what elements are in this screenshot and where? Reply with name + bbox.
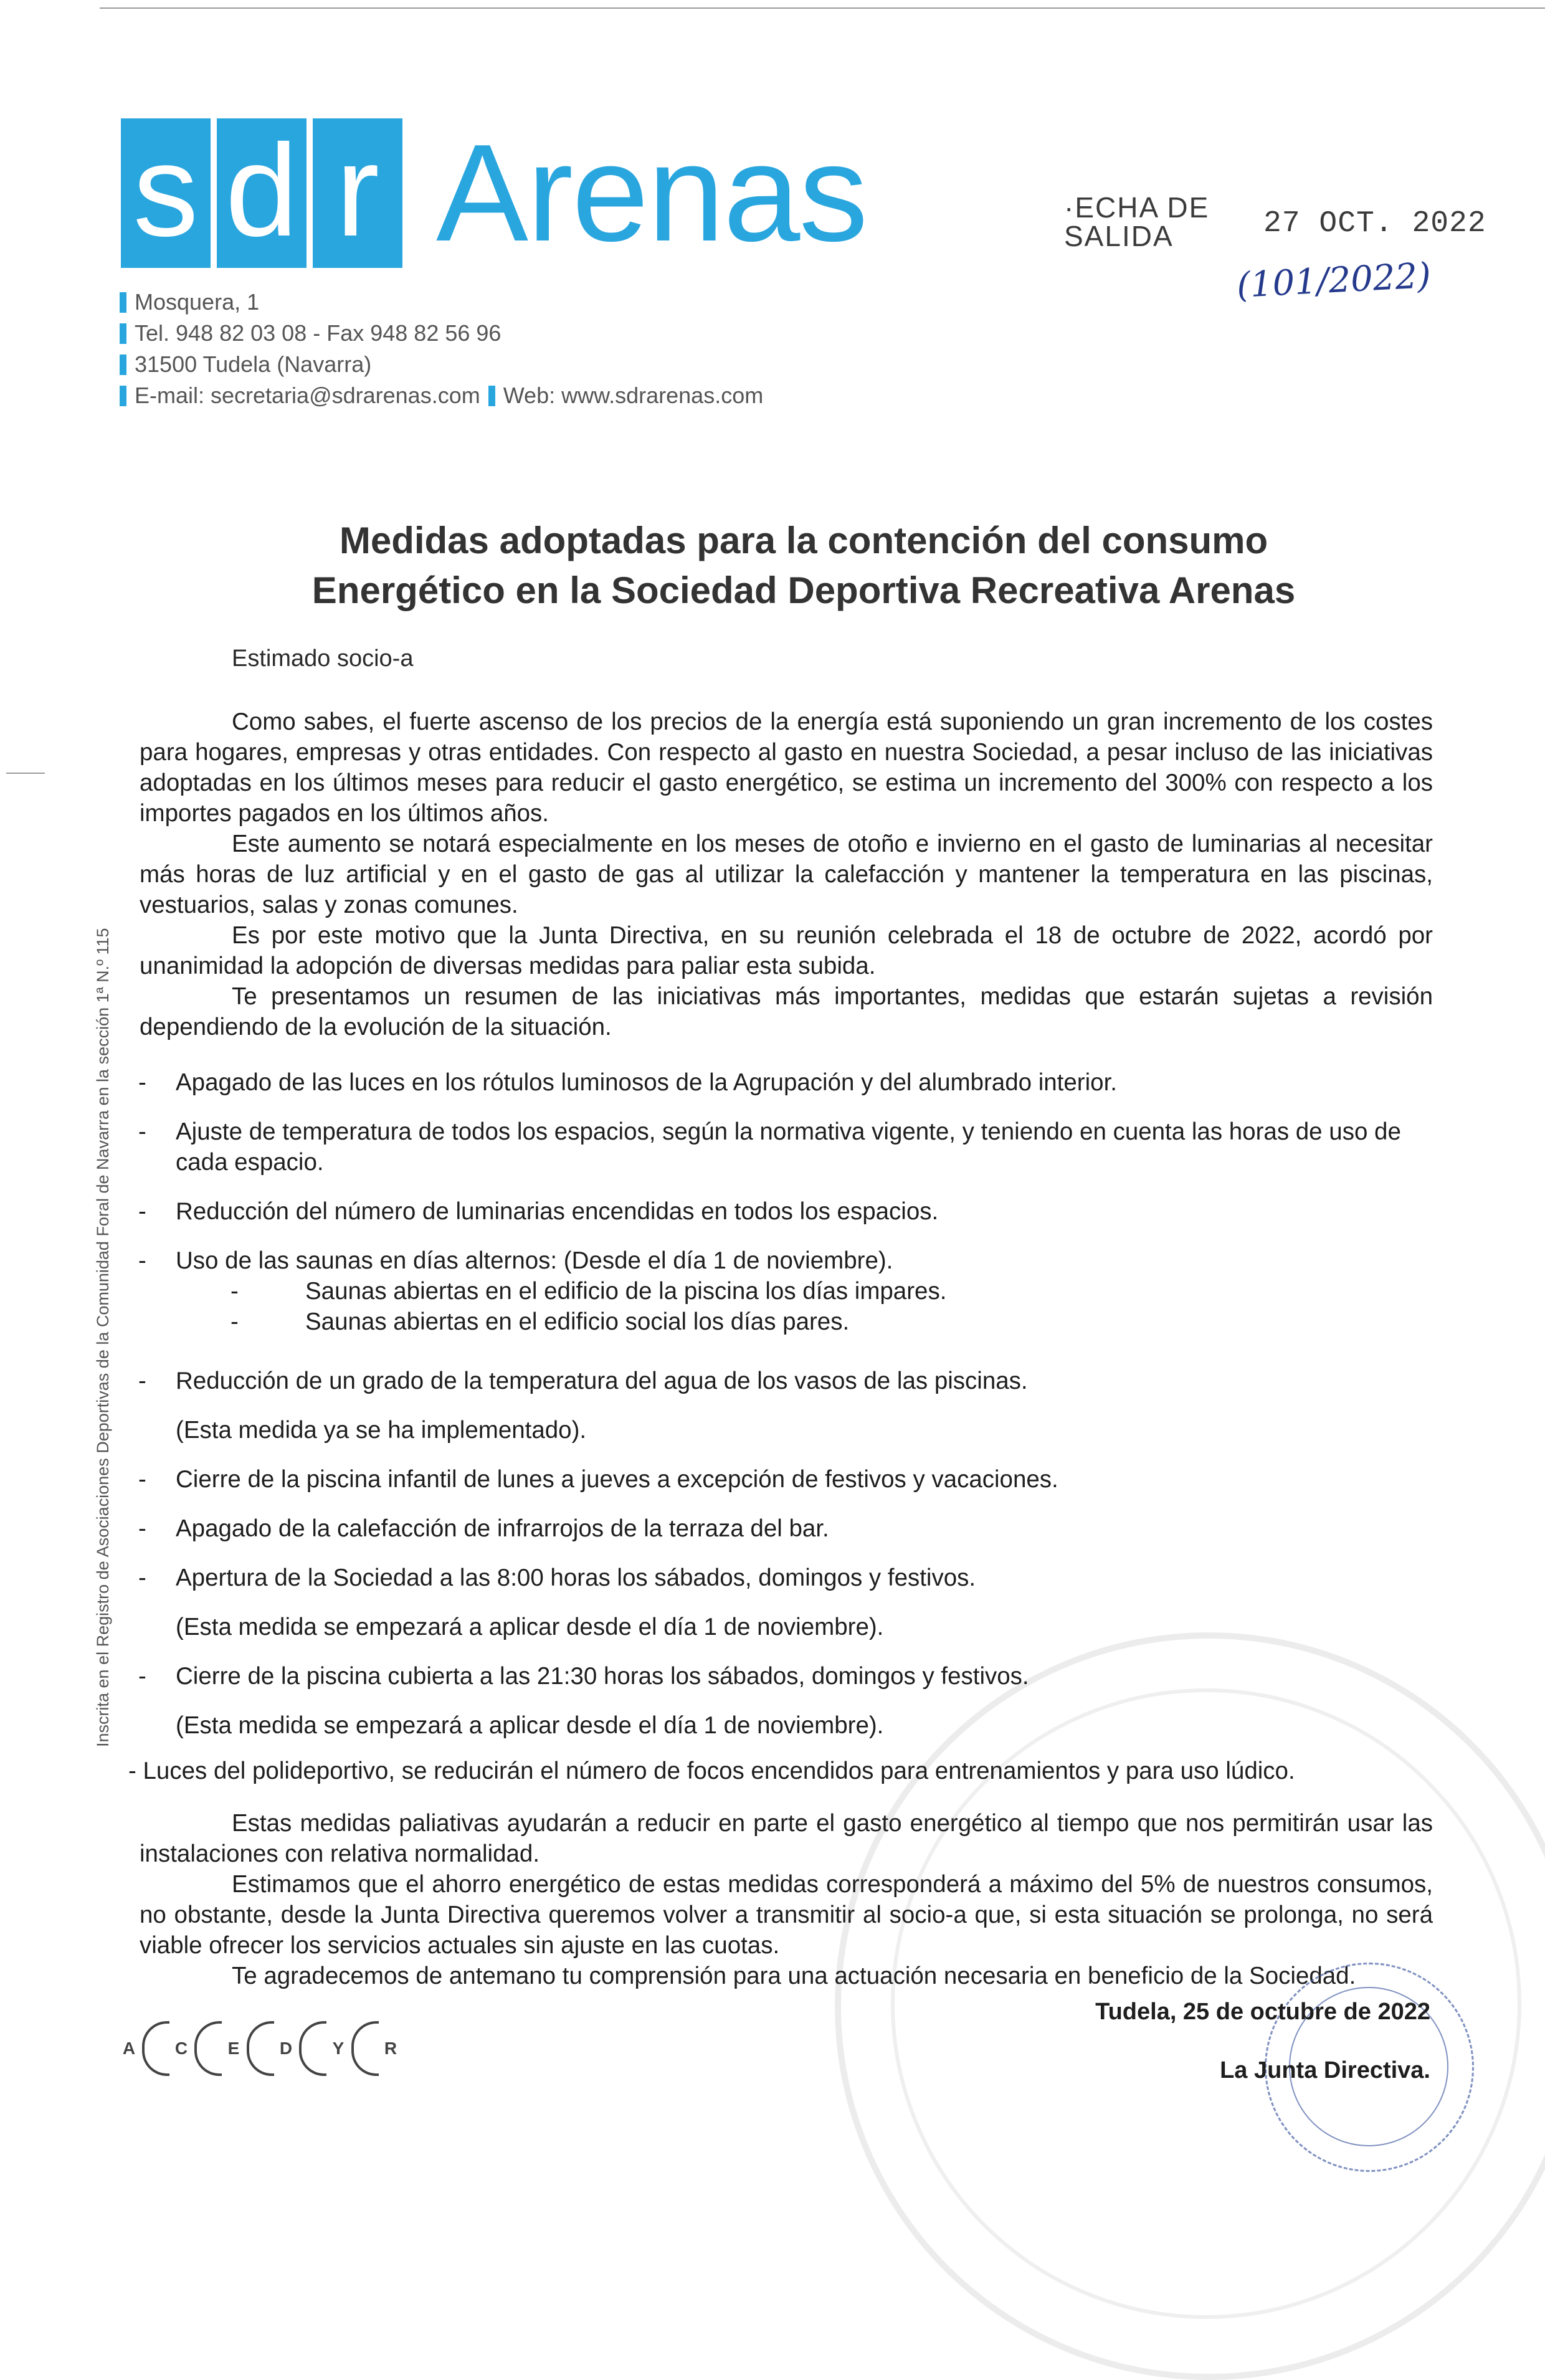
dash: - (138, 1368, 146, 1394)
sub-item: - Saunas abiertas en el edificio social los días pares. (138, 1307, 1447, 1337)
fold-mark (6, 773, 45, 774)
logo-letter-box: d (217, 118, 307, 268)
paragraph: Es por este motivo que la Junta Directiva, en su reunión celebrada el 18 de octubre de 2022, acordó por unanimidad la adopción de diversas medidas para paliar esta subida. (140, 922, 1433, 979)
arc-shape (351, 2021, 379, 2076)
stamp-date: 27 OCT. 2022 (1263, 207, 1486, 240)
list-item: - Reducción de un grado de la temperatura del agua de los vasos de las piscinas. (138, 1366, 1447, 1396)
arc-shape (142, 2021, 169, 2076)
handwritten-register-number: (101/2022) (1235, 255, 1432, 307)
signer: La Junta Directiva. (1220, 2057, 1430, 2083)
measure-note: (Esta medida ya se ha implementado). (176, 1417, 587, 1444)
dash: - (138, 1247, 146, 1274)
dash: - (138, 1663, 146, 1690)
dash: - (231, 1308, 239, 1335)
list-item: - Apertura de la Sociedad a las 8:00 horas los sábados, domingos y festivos. (138, 1563, 1447, 1593)
list-item: - Uso de las saunas en días alternos: (Desde el día 1 de noviembre). (138, 1245, 1447, 1276)
registry-sidebar-text: Inscrita en el Registro de Asociaciones Deportivas de la Comunidad Foral de Navarra en la sección 1ª N.º 115 (93, 928, 112, 1747)
list-item: - Reducción del número de luminarias encendidas en todos los espacios. (138, 1196, 1447, 1227)
arc-shape (247, 2021, 274, 2076)
paragraph: Este aumento se notará especialmente en los meses de otoño e invierno en el gasto de luminarias al necesitar más horas de luz artificial y en el gasto de gas al utilizar la calefacción y mantener la temperatura en las piscinas, vestuarios, salas y zonas comunes. (140, 831, 1433, 918)
paragraph: Te presentamos un resumen de las iniciativas más importantes, medidas que estarán sujetas a revisión dependiendo de la evolución de la situación. (140, 983, 1433, 1040)
contact-phone: Tel. 948 82 03 08 - Fax 948 82 56 96 (135, 320, 502, 346)
logo-wordmark: Arenas (436, 116, 867, 270)
paragraph: Te agradecemos de antemano tu comprensión para una actuación necesaria en beneficio de la Sociedad. (232, 1963, 1356, 1989)
list-item-last: - Luces del polideportivo, se reducirán el número de focos encendidos para entrenamientos y para uso lúdico. (128, 1758, 1295, 1784)
arc-shape (299, 2021, 326, 2076)
intro-body (140, 707, 1433, 1042)
list-item: - Apagado de las luces en los rótulos luminosos de la Agrupación y del alumbrado interior. (138, 1067, 1447, 1098)
measures-list (138, 1067, 1447, 1741)
title-line-2: Energético en la Sociedad Deportiva Recreativa Arenas (311, 569, 1296, 611)
arc-shape (194, 2021, 222, 2076)
contact-web: Web: www.sdrarenas.com (503, 383, 764, 408)
bullet-bar (120, 386, 126, 406)
closing-body (140, 1808, 1433, 1991)
list-item: - Apagado de la calefacción de infrarrojos de la terraza del bar. (138, 1513, 1447, 1544)
title-line-1: Medidas adoptadas para la contención del consumo (339, 520, 1268, 561)
dash: - (138, 1515, 146, 1542)
stamp-line-2: SALIDA (1064, 220, 1174, 252)
top-border-line (100, 7, 1545, 9)
place-and-date: Tudela, 25 de octubre de 2022 (1095, 1999, 1430, 2025)
list-item: - Ajuste de temperatura de todos los espacios, según la normativa vigente, y teniendo en cuenta las horas de uso de cada espacio. (138, 1116, 1447, 1178)
dash: - (138, 1118, 146, 1145)
exit-stamp (1064, 193, 1209, 250)
paragraph: Como sabes, el fuerte ascenso de los precios de la energía está suponiendo un gran incremento de los costes para hogares, empresas y otras entidades. Con respecto al gasto en nuestra Sociedad, a pesar incluso de las iniciativas adoptadas en los últimos meses para reducir el gasto energético, se estima un incremento del 300% con respecto a los importes pagados en los últimos años. (140, 708, 1433, 827)
contact-email: E-mail: secretaria@sdrarenas.com (135, 383, 480, 408)
bullet-bar (120, 323, 126, 344)
bullet-bar (488, 386, 495, 406)
measure-note: (Esta medida se empezará a aplicar desde el día 1 de noviembre). (176, 1614, 884, 1640)
document-title (143, 516, 1464, 616)
paragraph: Estimamos que el ahorro energético de estas medidas corresponderá a máximo del 5% de nuestros consumos, no obstante, desde la Junta Directiva queremos volver a transmitir al socio-a que, si esta situación se prolonga, no será viable ofrecer los servicios actuales sin ajuste en las cuotas. (140, 1871, 1433, 1959)
dash: - (138, 1069, 146, 1096)
list-item: - Cierre de la piscina cubierta a las 21:30 horas los sábados, domingos y festivos. (138, 1661, 1447, 1692)
dash: - (231, 1278, 239, 1305)
acedyr-logo: A C E D Y R (117, 2021, 400, 2076)
list-item: - Cierre de la piscina infantil de lunes a jueves a excepción de festivos y vacaciones. (138, 1464, 1447, 1495)
measure-note: (Esta medida se empezará a aplicar desde el día 1 de noviembre). (176, 1712, 884, 1739)
logo-letter-box: r (313, 118, 402, 268)
logo-letter-box: s (121, 118, 211, 268)
bullet-bar (120, 355, 126, 375)
bullet-bar (120, 292, 126, 313)
greeting: Estimado socio-a (232, 645, 414, 672)
contact-city: 31500 Tudela (Navarra) (135, 351, 372, 377)
contact-address: Mosquera, 1 (135, 289, 260, 315)
dash: - (138, 1198, 146, 1225)
contact-block (120, 287, 763, 411)
sdr-arenas-logo (121, 118, 867, 268)
paragraph: Estas medidas paliativas ayudarán a reducir en parte el gasto energético al tiempo que nos permitirán usar las instalaciones con relativa normalidad. (140, 1810, 1433, 1867)
stamp-line-1: ·ECHA DE (1064, 191, 1210, 224)
dash: - (138, 1466, 146, 1493)
sub-item: - Saunas abiertas en el edificio de la piscina los días impares. (138, 1276, 1447, 1307)
dash: - (138, 1564, 146, 1591)
